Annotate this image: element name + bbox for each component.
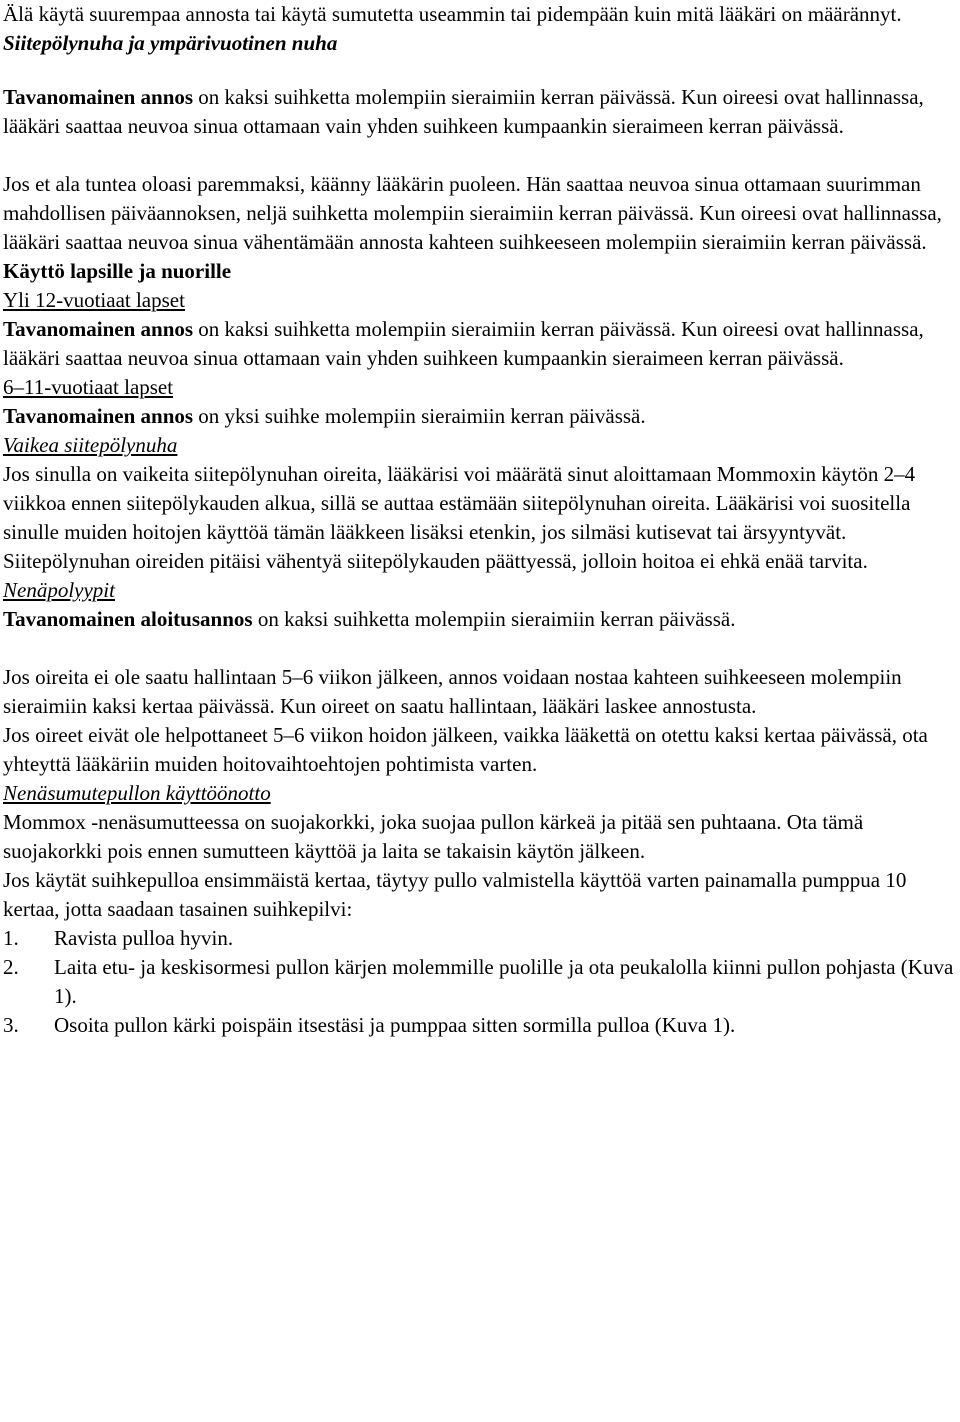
list-item [3, 953, 956, 1011]
paragraph-usual-dose-6-11 [3, 402, 956, 431]
list-number: 1. [3, 926, 19, 950]
subheading-severe-hay-fever: Vaikea siitepölynuha [3, 433, 178, 457]
list-text: Laita etu- ja keskisormesi pullon kärjen molemmille puolille ja ota peukalolla kiinni pullon pohjasta (Kuva 1). [54, 955, 954, 1008]
list-item [3, 1011, 956, 1040]
intro-text: Älä käytä suurempaa annosta tai käytä sumutetta useammin tai pidempään kuin mitä lääkäri on määrännyt. [3, 2, 902, 26]
paragraph-usual-dose-over-12 [3, 315, 956, 373]
list-number: 3. [3, 1013, 19, 1037]
paragraph-text: Jos et ala tuntea oloasi paremmaksi, käänny lääkärin puoleen. Hän saattaa neuvoa sinua ottamaan suurimman mahdollisen päiväannoksen, neljä suihketta molempiin sieraimiin kerran päivässä. Kun oireesi ovat hallinnassa, lääkäri saattaa neuvoa sinua vähentämään annosta kahteen suihkeeseen molempiin sieraimiin kerran päivässä. [3, 172, 942, 254]
list-text: Osoita pullon kärki poispäin itsestäsi ja pumppaa sitten sormilla pulloa (Kuva 1). [54, 1013, 736, 1037]
paragraph-priming [3, 866, 956, 924]
list-number: 2. [3, 955, 19, 979]
section-heading-children: Käyttö lapsille ja nuorille [3, 259, 232, 283]
section-heading-hay-fever: Siitepölynuha ja ympärivuotinen nuha [3, 31, 338, 55]
intro-paragraph [3, 0, 956, 29]
paragraph-text: Jos sinulla on vaikeita siitepölynuhan oireita, lääkärisi voi määrätä sinut aloittamaan Mommoxin käytön 2–4 viikkoa ennen siitepölykauden alkua, sillä se auttaa estämään siitepölynuhan oireita. Lääkärisi voi suositella sinulle muiden hoitojen käyttöä tämän lääkkeen lisäksi etenkin, jos silmäsi kutisevat tai ärsyyntyvät. Siitepölynuhan oireiden pitäisi vähentyä siitepölykauden päättyessä, jolloin hoitoa ei ehkä enää tarvita. [3, 462, 916, 573]
list-item [3, 924, 956, 953]
paragraph-polyps-no-relief [3, 721, 956, 779]
paragraph-text: Jos oireet eivät ole helpottaneet 5–6 viikon hoidon jälkeen, vaikka lääkettä on otettu kaksi kertaa päivässä, ota yhteyttä lääkäriin muiden hoitovaihtoehtojen pohtimista varten. [3, 723, 928, 776]
paragraph-text: on kaksi suihketta molempiin sieraimiin kerran päivässä. Kun oireesi ovat hallinnassa, lääkäri saattaa neuvoa sinua ottamaan vain yhden suihkeen kumpaankin sieraimeen kerran päivässä. [3, 85, 924, 138]
subheading-spray-setup: Nenäsumutepullon käyttöönotto [3, 781, 271, 805]
paragraph-text: on kaksi suihketta molempiin sieraimiin kerran päivässä. [252, 607, 736, 631]
paragraph-text: Jos käytät suihkepulloa ensimmäistä kertaa, täytyy pullo valmistella käyttöä varten painamalla pumppua 10 kertaa, jotta saadaan tasainen suihkepilvi: [3, 868, 907, 921]
bold-label: Tavanomainen annos [3, 404, 194, 428]
bold-label: Tavanomainen aloitusannos [3, 607, 253, 631]
paragraph-severe-hay-fever [3, 460, 956, 576]
paragraph-text: on yksi suihke molempiin sieraimiin kerran päivässä. [193, 404, 646, 428]
paragraph-text: Mommox -nenäsumutteessa on suojakorkki, joka suojaa pullon kärkeä ja pitää sen puhtaana. Ota tämä suojakorkki pois ennen sumutteen käyttöä ja laita se takaisin käytön jälkeen. [3, 810, 864, 863]
subheading-over-12: Yli 12-vuotiaat lapset [3, 288, 185, 312]
paragraph-text: Jos oireita ei ole saatu hallintaan 5–6 viikon jälkeen, annos voidaan nostaa kahteen suihkeeseen molempiin sieraimiin kaksi kertaa päivässä. Kun oireet on saatu hallintaan, lääkäri laskee annostusta. [3, 665, 902, 718]
subheading-6-11: 6–11-vuotiaat lapset [3, 375, 174, 399]
list-text: Ravista pulloa hyvin. [54, 926, 234, 950]
paragraph-cap-info [3, 808, 956, 866]
paragraph-polyps-increase [3, 663, 956, 721]
paragraph-text: on kaksi suihketta molempiin sieraimiin kerran päivässä. Kun oireesi ovat hallinnassa, lääkäri saattaa neuvoa sinua ottamaan vain yhden suihkeen kumpaankin sieraimeen kerran päivässä. [3, 317, 924, 370]
paragraph-max-dose [3, 170, 956, 257]
paragraph-usual-dose-adults [3, 83, 956, 141]
subheading-nasal-polyps: Nenäpolyypit [3, 578, 115, 602]
paragraph-starting-dose-polyps [3, 605, 956, 634]
bold-label: Tavanomainen annos [3, 317, 194, 341]
priming-steps-list [3, 924, 956, 1040]
bold-label: Tavanomainen annos [3, 85, 194, 109]
